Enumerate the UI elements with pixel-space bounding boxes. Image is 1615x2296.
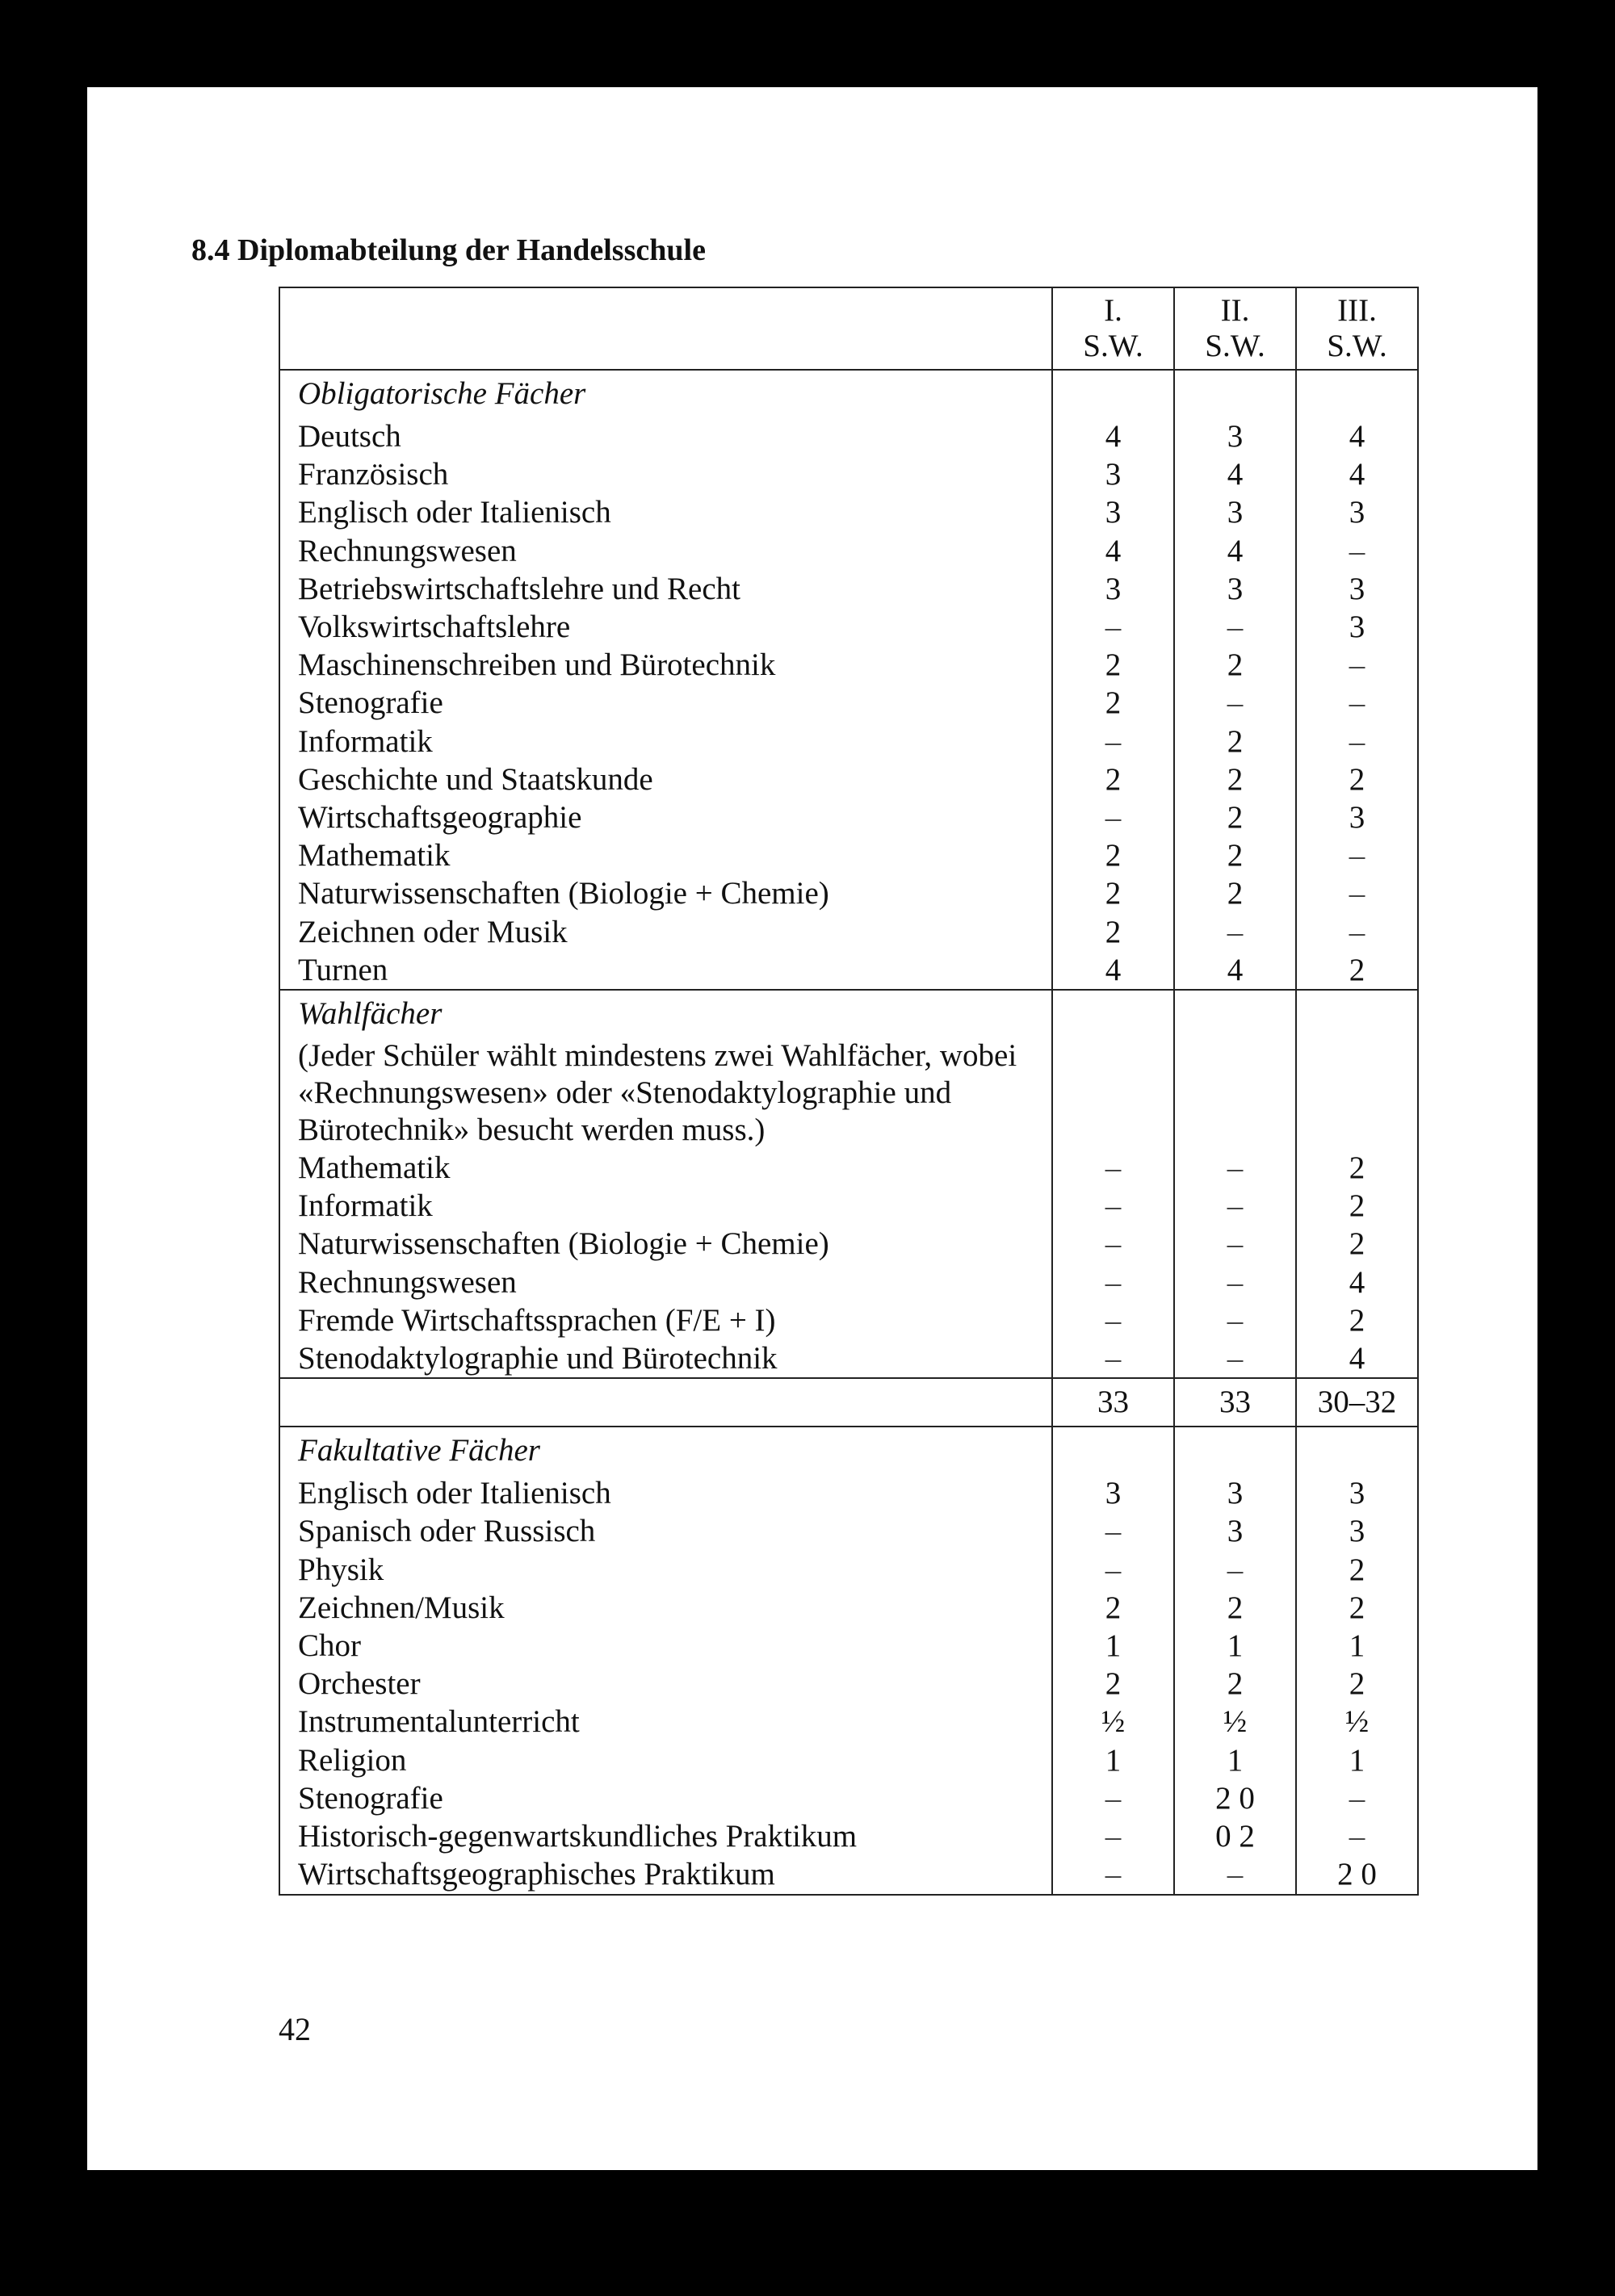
hours-semester-3: – — [1296, 723, 1418, 760]
hours-semester-1: 2 — [1052, 684, 1174, 722]
subject-label: Französisch — [279, 455, 1052, 493]
subject-label: Chor — [279, 1627, 1052, 1665]
subject-label: Zeichnen/Musik — [279, 1589, 1052, 1627]
hours-semester-3: 2 — [1296, 1225, 1418, 1263]
subject-label: Turnen — [279, 951, 1052, 990]
hours-semester-2: – — [1174, 1187, 1296, 1225]
subject-label: Informatik — [279, 723, 1052, 760]
hours-semester-3: – — [1296, 836, 1418, 874]
hours-semester-3: 3 — [1296, 570, 1418, 608]
subject-label: Spanisch oder Russisch — [279, 1512, 1052, 1550]
section-title: 8.4 Diplomabteilung der Handelsschule — [191, 233, 706, 267]
header-subject-cell — [279, 287, 1052, 370]
table-row — [279, 1627, 1418, 1665]
hours-semester-2: – — [1174, 1301, 1296, 1339]
subject-label: Mathematik — [279, 836, 1052, 874]
hours-semester-1: – — [1052, 723, 1174, 760]
table-row — [279, 608, 1418, 646]
subject-label: Orchester — [279, 1665, 1052, 1703]
table-row — [279, 951, 1418, 990]
table-row — [279, 1225, 1418, 1263]
hours-semester-1: – — [1052, 1263, 1174, 1301]
header-semester-2: II. S.W. — [1174, 287, 1296, 370]
hours-semester-1: – — [1052, 1225, 1174, 1263]
table-row — [279, 570, 1418, 608]
hours-semester-2: ½ — [1174, 1703, 1296, 1741]
empty-cell — [1296, 1427, 1418, 1474]
hours-semester-3: – — [1296, 1779, 1418, 1817]
hours-semester-2: 1 — [1174, 1741, 1296, 1779]
elective-note: (Jeder Schüler wählt mindestens zwei Wahlfächer, wobei «Rechnungswesen» oder «Stenodaktylographie und Bürotechnik» besucht werden muss.) — [279, 1037, 1052, 1149]
table-row — [279, 455, 1418, 493]
hours-semester-2: 4 — [1174, 951, 1296, 990]
subject-label: Englisch oder Italienisch — [279, 1474, 1052, 1512]
hours-semester-2: 2 — [1174, 798, 1296, 836]
hours-semester-3: – — [1296, 874, 1418, 912]
hours-semester-1: – — [1052, 1779, 1174, 1817]
hours-semester-3: 2 0 — [1296, 1855, 1418, 1894]
table-row — [279, 1779, 1418, 1817]
hours-semester-2: – — [1174, 608, 1296, 646]
hours-semester-1: 2 — [1052, 646, 1174, 684]
hours-semester-1: – — [1052, 1149, 1174, 1187]
hours-semester-1: – — [1052, 1512, 1174, 1550]
hours-semester-1: 1 — [1052, 1741, 1174, 1779]
hours-semester-2: 3 — [1174, 1474, 1296, 1512]
hours-semester-2: 2 — [1174, 723, 1296, 760]
hours-semester-1: – — [1052, 1855, 1174, 1894]
hours-semester-1: 4 — [1052, 532, 1174, 570]
subject-label: Mathematik — [279, 1149, 1052, 1187]
hours-semester-2: – — [1174, 1855, 1296, 1894]
empty-cell — [1174, 370, 1296, 417]
hours-semester-1: – — [1052, 1551, 1174, 1589]
table-row — [279, 874, 1418, 912]
elective-note-row — [279, 1037, 1418, 1149]
empty-cell — [1296, 990, 1418, 1037]
hours-semester-3: – — [1296, 532, 1418, 570]
hours-semester-3: 4 — [1296, 417, 1418, 455]
hours-semester-1: 2 — [1052, 1589, 1174, 1627]
table-row — [279, 1474, 1418, 1512]
hours-semester-2: – — [1174, 1225, 1296, 1263]
table-row — [279, 1187, 1418, 1225]
hours-semester-3: 2 — [1296, 1665, 1418, 1703]
hours-semester-1: – — [1052, 798, 1174, 836]
subject-label: Rechnungswesen — [279, 532, 1052, 570]
subject-label: Wirtschaftsgeographisches Praktikum — [279, 1855, 1052, 1894]
hours-semester-2: – — [1174, 684, 1296, 722]
subject-label: Religion — [279, 1741, 1052, 1779]
hours-semester-1: – — [1052, 1817, 1174, 1855]
hours-semester-2: 4 — [1174, 532, 1296, 570]
table-row — [279, 913, 1418, 951]
hours-semester-2: – — [1174, 1551, 1296, 1589]
subject-label: Naturwissenschaften (Biologie + Chemie) — [279, 1225, 1052, 1263]
hours-semester-1: – — [1052, 1339, 1174, 1378]
table-row — [279, 1149, 1418, 1187]
hours-semester-2: 3 — [1174, 417, 1296, 455]
totals-row — [279, 1378, 1418, 1427]
obligatory-heading: Obligatorische Fächer — [279, 370, 1052, 417]
hours-semester-1: 2 — [1052, 760, 1174, 798]
hours-semester-1: – — [1052, 1301, 1174, 1339]
table-row — [279, 1301, 1418, 1339]
hours-semester-2: 2 — [1174, 646, 1296, 684]
hours-semester-2: – — [1174, 1149, 1296, 1187]
table-row — [279, 646, 1418, 684]
hours-semester-3: 3 — [1296, 608, 1418, 646]
table-row — [279, 1665, 1418, 1703]
hours-semester-1: 2 — [1052, 913, 1174, 951]
optional-heading: Fakultative Fächer — [279, 1427, 1052, 1474]
hours-semester-3: 3 — [1296, 1512, 1418, 1550]
totals-label-cell — [279, 1378, 1052, 1427]
table-row — [279, 1263, 1418, 1301]
subject-label: Fremde Wirtschaftssprachen (F/E + I) — [279, 1301, 1052, 1339]
subject-label: Englisch oder Italienisch — [279, 493, 1052, 531]
subject-label: Zeichnen oder Musik — [279, 913, 1052, 951]
table-row — [279, 1703, 1418, 1741]
subject-label: Volkswirtschaftslehre — [279, 608, 1052, 646]
table-row — [279, 684, 1418, 722]
hours-semester-3: 4 — [1296, 1263, 1418, 1301]
table-row — [279, 493, 1418, 531]
table-row — [279, 1741, 1418, 1779]
hours-semester-2: 3 — [1174, 570, 1296, 608]
subject-label: Betriebswirtschaftslehre und Recht — [279, 570, 1052, 608]
empty-cell — [1174, 1427, 1296, 1474]
hours-semester-1: 3 — [1052, 1474, 1174, 1512]
subject-label: Stenografie — [279, 1779, 1052, 1817]
hours-semester-3: 2 — [1296, 760, 1418, 798]
hours-semester-2: 2 0 — [1174, 1779, 1296, 1817]
hours-semester-2: 2 — [1174, 1665, 1296, 1703]
hours-semester-1: 2 — [1052, 874, 1174, 912]
hours-semester-3: – — [1296, 646, 1418, 684]
hours-semester-2: 3 — [1174, 493, 1296, 531]
hours-semester-3: 2 — [1296, 1551, 1418, 1589]
table-row — [279, 1551, 1418, 1589]
hours-semester-2: 4 — [1174, 455, 1296, 493]
hours-semester-3: 3 — [1296, 798, 1418, 836]
subject-label: Maschinenschreiben und Bürotechnik — [279, 646, 1052, 684]
table-row — [279, 836, 1418, 874]
hours-semester-3: 3 — [1296, 1474, 1418, 1512]
hours-semester-1: 2 — [1052, 1665, 1174, 1703]
subject-label: Geschichte und Staatskunde — [279, 760, 1052, 798]
hours-semester-1: 4 — [1052, 417, 1174, 455]
empty-cell — [1052, 370, 1174, 417]
subject-label: Informatik — [279, 1187, 1052, 1225]
table-row — [279, 723, 1418, 760]
empty-cell — [1296, 370, 1418, 417]
header-semester-1: I. S.W. — [1052, 287, 1174, 370]
empty-cell — [1174, 990, 1296, 1037]
hours-semester-2: 0 2 — [1174, 1817, 1296, 1855]
empty-cell — [1052, 990, 1174, 1037]
subject-label: Physik — [279, 1551, 1052, 1589]
table-row — [279, 1339, 1418, 1378]
subject-label: Wirtschaftsgeographie — [279, 798, 1052, 836]
hours-semester-1: 3 — [1052, 493, 1174, 531]
hours-semester-3: – — [1296, 684, 1418, 722]
hours-semester-2: – — [1174, 1339, 1296, 1378]
table-row — [279, 1817, 1418, 1855]
empty-cell — [1052, 1037, 1174, 1149]
table-row — [279, 1589, 1418, 1627]
hours-semester-3: 2 — [1296, 951, 1418, 990]
table-row — [279, 798, 1418, 836]
hours-semester-2: 1 — [1174, 1627, 1296, 1665]
subject-label: Historisch-gegenwartskundliches Praktikum — [279, 1817, 1052, 1855]
table-row — [279, 760, 1418, 798]
table-row — [279, 1512, 1418, 1550]
total-semester-3: 30–32 — [1296, 1378, 1418, 1427]
table-row — [279, 1855, 1418, 1894]
hours-semester-3: 1 — [1296, 1627, 1418, 1665]
elective-heading: Wahlfächer — [279, 990, 1052, 1037]
hours-semester-3: 2 — [1296, 1589, 1418, 1627]
hours-semester-3: – — [1296, 913, 1418, 951]
page-number: 42 — [279, 2011, 311, 2047]
hours-semester-1: 4 — [1052, 951, 1174, 990]
hours-semester-1: ½ — [1052, 1703, 1174, 1741]
hours-semester-1: 1 — [1052, 1627, 1174, 1665]
hours-semester-2: – — [1174, 1263, 1296, 1301]
hours-semester-2: – — [1174, 913, 1296, 951]
hours-semester-1: – — [1052, 608, 1174, 646]
header-semester-3: III. S.W. — [1296, 287, 1418, 370]
hours-semester-3: 3 — [1296, 493, 1418, 531]
empty-cell — [1296, 1037, 1418, 1149]
hours-semester-3: 2 — [1296, 1301, 1418, 1339]
hours-semester-2: 2 — [1174, 874, 1296, 912]
hours-semester-3: 1 — [1296, 1741, 1418, 1779]
hours-semester-1: – — [1052, 1187, 1174, 1225]
hours-semester-2: 2 — [1174, 836, 1296, 874]
elective-heading-row — [279, 990, 1418, 1037]
hours-semester-2: 2 — [1174, 760, 1296, 798]
subject-label: Instrumentalunterricht — [279, 1703, 1052, 1741]
hours-semester-3: 4 — [1296, 455, 1418, 493]
hours-semester-3: – — [1296, 1817, 1418, 1855]
hours-semester-1: 2 — [1052, 836, 1174, 874]
hours-semester-3: 2 — [1296, 1187, 1418, 1225]
subject-label: Stenodaktylographie und Bürotechnik — [279, 1339, 1052, 1378]
hours-semester-3: 4 — [1296, 1339, 1418, 1378]
hours-semester-1: 3 — [1052, 455, 1174, 493]
empty-cell — [1174, 1037, 1296, 1149]
subject-label: Naturwissenschaften (Biologie + Chemie) — [279, 874, 1052, 912]
subject-label: Stenografie — [279, 684, 1052, 722]
empty-cell — [1052, 1427, 1174, 1474]
hours-semester-2: 2 — [1174, 1589, 1296, 1627]
total-semester-1: 33 — [1052, 1378, 1174, 1427]
header-row — [279, 287, 1418, 370]
table-row — [279, 532, 1418, 570]
curriculum-table — [279, 287, 1419, 1896]
hours-semester-1: 3 — [1052, 570, 1174, 608]
subject-label: Deutsch — [279, 417, 1052, 455]
hours-semester-2: 3 — [1174, 1512, 1296, 1550]
table-row — [279, 417, 1418, 455]
optional-heading-row — [279, 1427, 1418, 1474]
obligatory-heading-row — [279, 370, 1418, 417]
hours-semester-3: ½ — [1296, 1703, 1418, 1741]
subject-label: Rechnungswesen — [279, 1263, 1052, 1301]
hours-semester-3: 2 — [1296, 1149, 1418, 1187]
total-semester-2: 33 — [1174, 1378, 1296, 1427]
